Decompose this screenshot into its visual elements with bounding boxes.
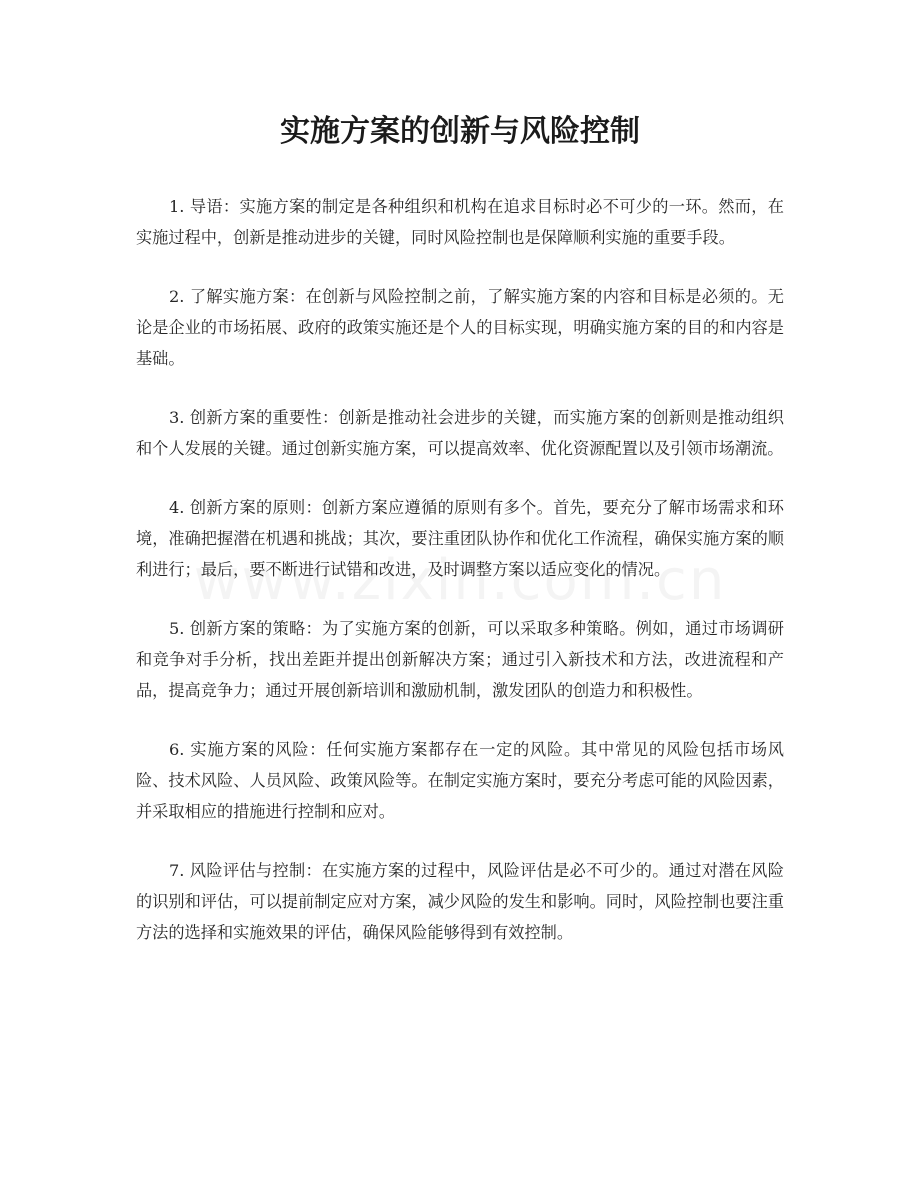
paragraph-3: 3. 创新方案的重要性：创新是推动社会进步的关键，而实施方案的创新则是推动组织和个人发展的关键。通过创新实施方案，可以提高效率、优化资源配置以及引领市场潮流。 [136, 408, 784, 458]
paragraph-7: 7. 风险评估与控制：在实施方案的过程中，风险评估是必不可少的。通过对潜在风险的识别和评估，可以提前制定应对方案，减少风险的发生和影响。同时，风险控制也要注重方法的选择和实施效果的评估，确保风险能够得到有效控制。 [136, 861, 784, 942]
paragraph-4: 4. 创新方案的原则：创新方案应遵循的原则有多个。首先，要充分了解市场需求和环境，准确把握潜在机遇和挑战；其次，要注重团队协作和优化工作流程，确保实施方案的顺利进行；最后，要不断进行试错和改进，及时调整方案以适应变化的情况。 [136, 498, 784, 579]
paragraph-6: 6. 实施方案的风险：任何实施方案都存在一定的风险。其中常见的风险包括市场风险、技术风险、人员风险、政策风险等。在制定实施方案时，要充分考虑可能的风险因素，并采取相应的措施进行控制和应对。 [136, 740, 784, 821]
document-title: 实施方案的创新与风险控制 [280, 114, 640, 149]
paragraph-1: 1. 导语：实施方案的制定是各种组织和机构在追求目标时必不可少的一环。然而，在实施过程中，创新是推动进步的关键，同时风险控制也是保障顺利实施的重要手段。 [136, 197, 784, 247]
paragraph-2: 2. 了解实施方案：在创新与风险控制之前，了解实施方案的内容和目标是必须的。无论是企业的市场拓展、政府的政策实施还是个人的目标实现，明确实施方案的目的和内容是基础。 [136, 287, 784, 368]
paragraph-5: 5. 创新方案的策略：为了实施方案的创新，可以采取多种策略。例如，通过市场调研和竞争对手分析，找出差距并提出创新解决方案；通过引入新技术和方法，改进流程和产品，提高竞争力；通过开展创新培训和激励机制，激发团队的创造力和积极性。 [136, 619, 784, 700]
